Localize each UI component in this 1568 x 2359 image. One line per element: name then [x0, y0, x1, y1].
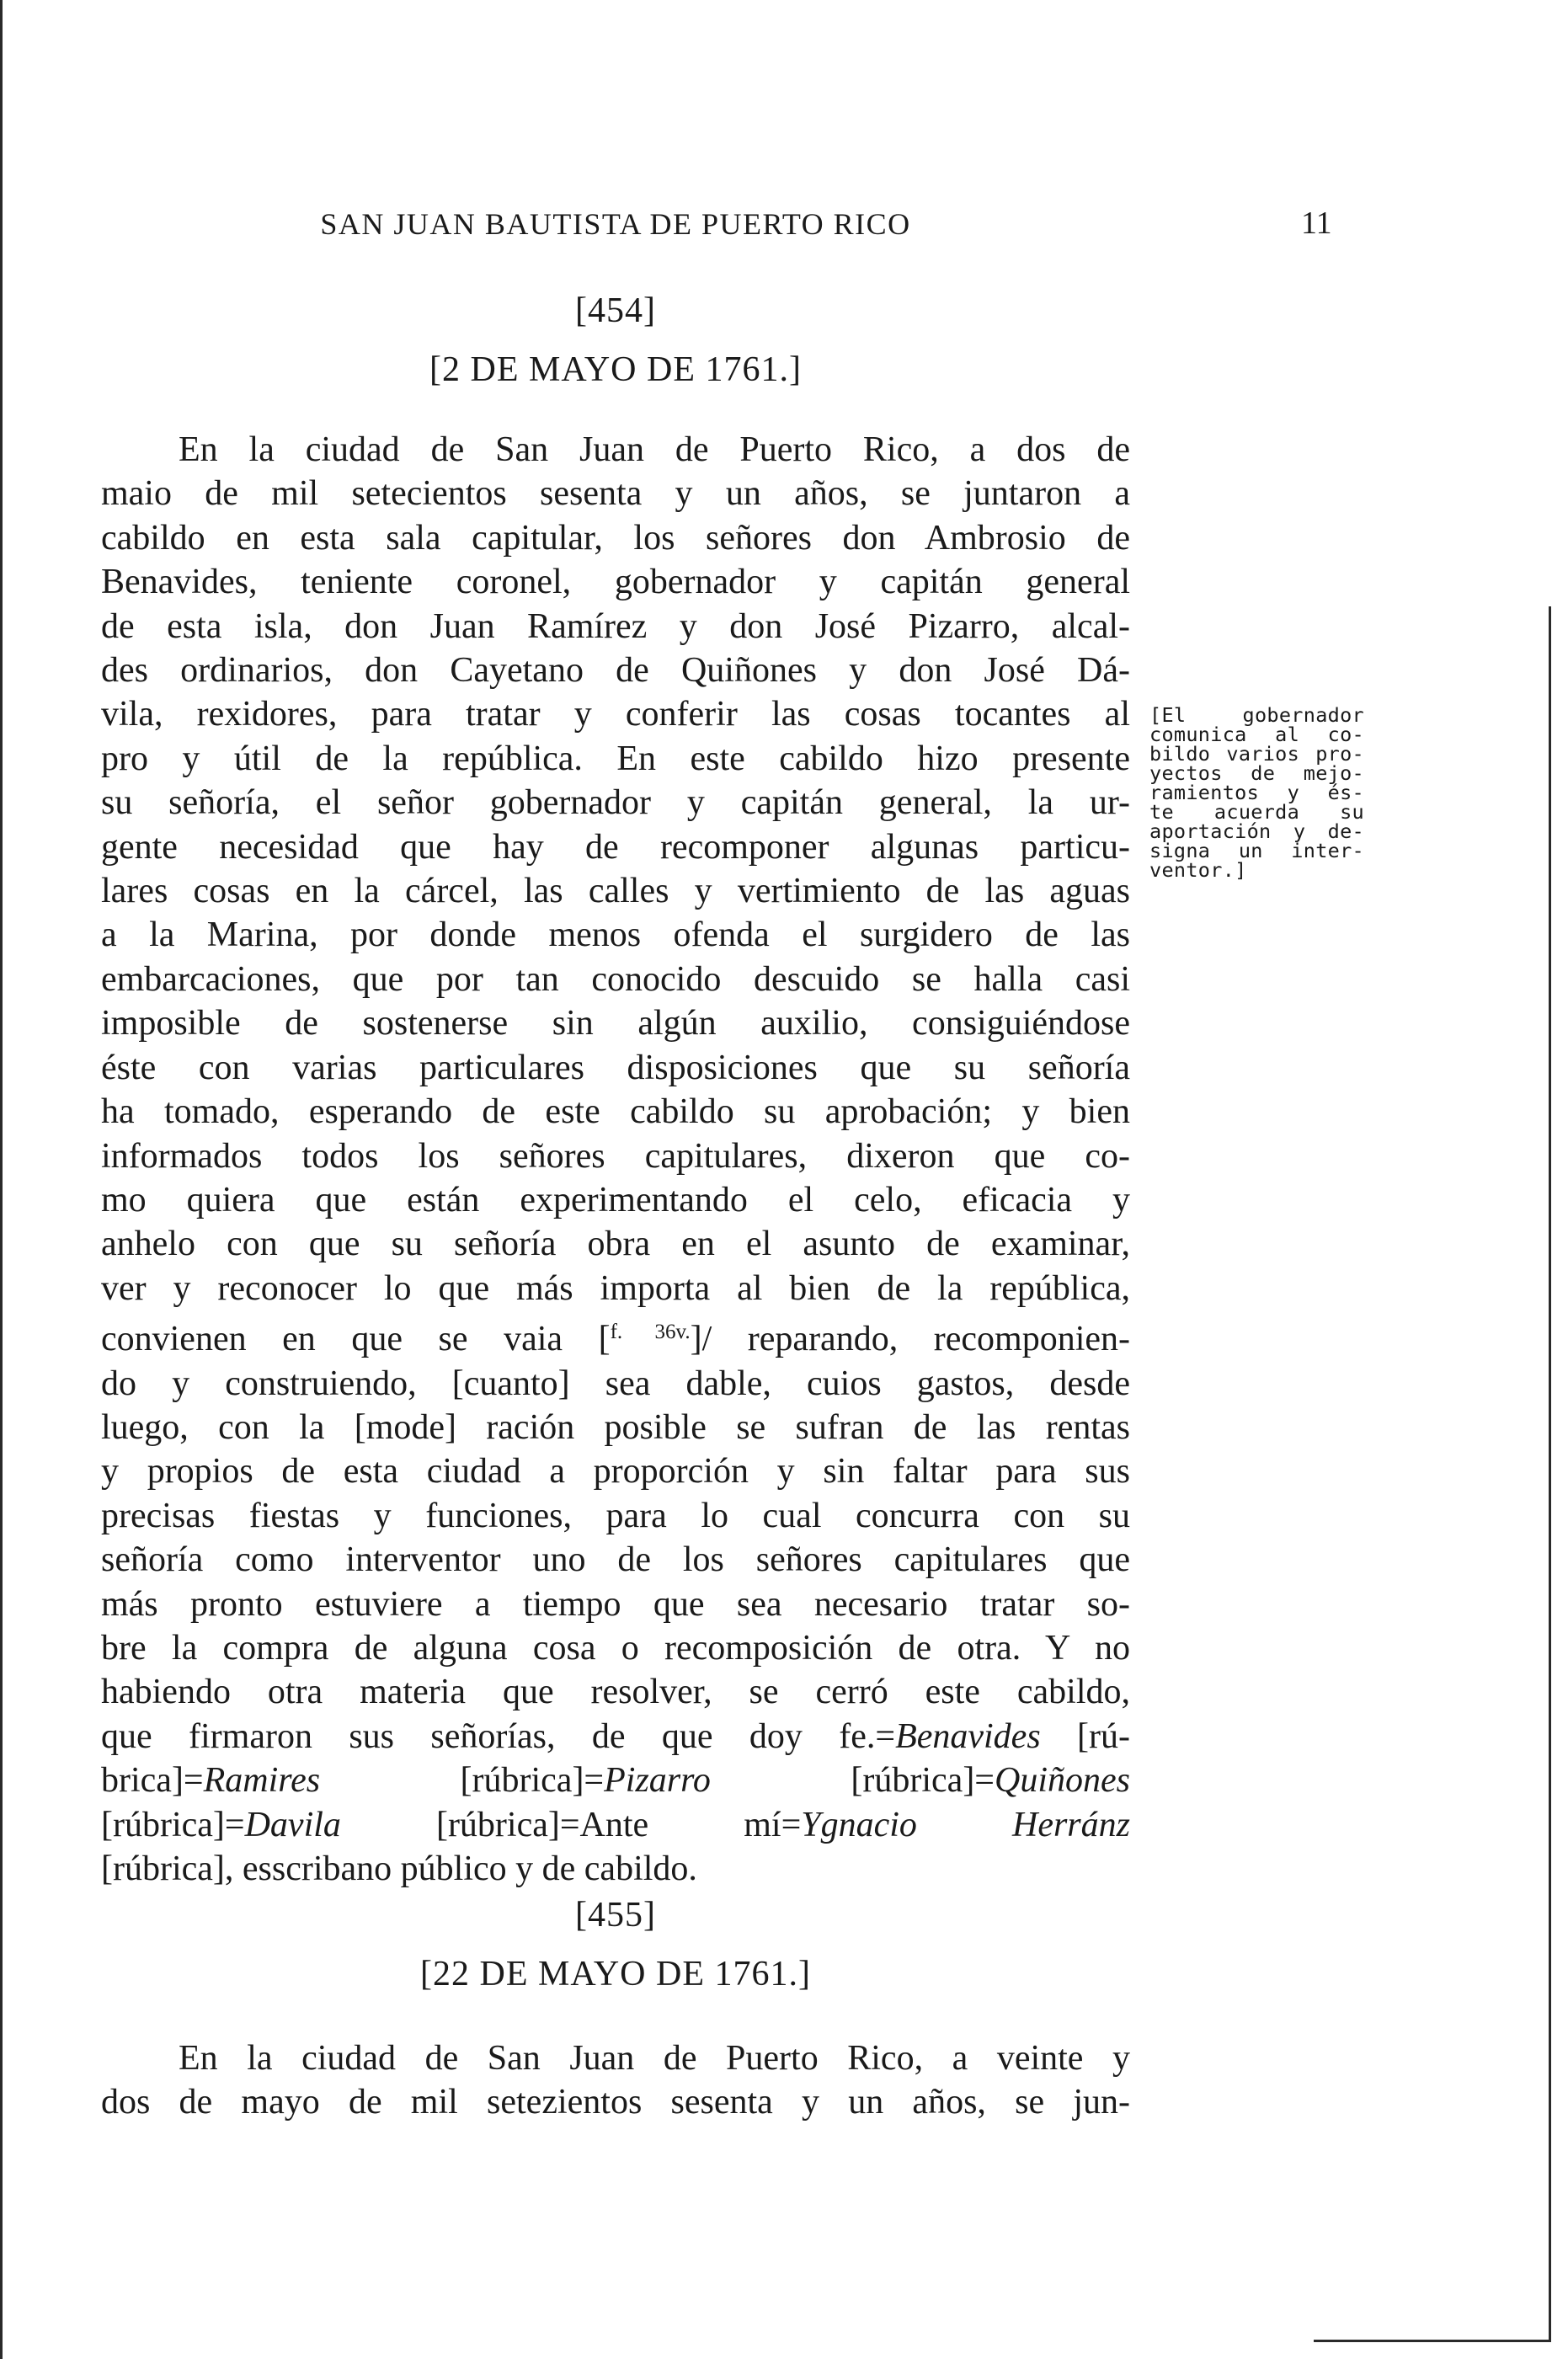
- text-line: su señoría, el señor gobernador y capitán general, la ur-: [101, 783, 1130, 823]
- text-line: luego, con la [mode] ración posible se sufran de las rentas: [101, 1407, 1130, 1447]
- text-line: Benavides, teniente coronel, gobernador y capitán general: [101, 563, 1130, 602]
- text-line: En la ciudad de San Juan de Puerto Rico, a dos de: [179, 430, 1130, 469]
- entry-body: [101, 428, 1130, 1891]
- text-line: vila, rexidores, para tratar y conferir las cosas tocantes al: [101, 695, 1130, 734]
- text-line: a la Marina, por donde menos ofenda el surgidero de las: [101, 915, 1130, 955]
- text-line: ver y reconocer lo que más importa al bien de la república,: [101, 1268, 1130, 1308]
- text-fragment: ]/ reparando, recomponien-: [690, 1320, 1130, 1359]
- text-line: de esta isla, don Juan Ramírez y don José Pizarro, alcal-: [101, 606, 1130, 646]
- folio-marker: f. 36v.: [610, 1321, 691, 1344]
- page-edge-bottom: [1314, 2340, 1551, 2342]
- text-line: gente necesidad que hay de recomponer algunas particu-: [101, 827, 1130, 867]
- text-line: cabildo en esta sala capitular, los señores don Ambrosio de: [101, 518, 1130, 558]
- entry-date: [2 DE MAYO DE 1761.]: [429, 350, 802, 389]
- running-head: SAN JUAN BAUTISTA DE PUERTO RICO: [320, 207, 911, 241]
- text-line: más pronto estuviere a tiempo que sea necesario tratar so-: [101, 1584, 1130, 1624]
- text-fragment: [rú-: [1040, 1716, 1130, 1756]
- text-line: des ordinarios, don Cayetano de Quiñones y don José Dá-: [101, 651, 1130, 691]
- margin-note-line: bildo varios pro-: [1149, 742, 1364, 766]
- text-line: habiendo otra materia que resolver, se cerró este cabildo,: [101, 1673, 1130, 1712]
- margin-note-line: ventor.]: [1149, 858, 1247, 882]
- entry-body: [101, 2036, 1130, 2125]
- text-line: informados todos los señores capitulares, dixeron que co-: [101, 1136, 1130, 1176]
- text-line: [rúbrica], esscribano público y de cabildo.: [101, 1849, 697, 1888]
- text-line: precisas fiestas y funciones, para lo cual concurra con su: [101, 1496, 1130, 1535]
- text-fragment: [rúbrica]=: [320, 1761, 605, 1801]
- text-line-folio: [101, 1310, 1130, 1361]
- text-line: maio de mil setecientos sesenta y un años, se juntaron a: [101, 474, 1130, 514]
- page-edge-right: [1549, 606, 1551, 2341]
- margin-note-line: [El gobernador: [1149, 703, 1364, 727]
- entry-date: [22 DE MAYO DE 1761.]: [420, 1955, 811, 1993]
- text-fragment: convienen en que se vaia [: [101, 1320, 611, 1359]
- text-line: bre la compra de alguna cosa o recomposición de otra. Y no: [101, 1628, 1130, 1668]
- margin-note-line: te acuerda su: [1149, 800, 1364, 824]
- text-line: imposible de sostenerse sin algún auxilio, consiguiéndose: [101, 1004, 1130, 1043]
- signature-herranz: Ygnacio Herránz: [801, 1805, 1130, 1844]
- text-line: y propios de esta ciudad a proporción y sin faltar para sus: [101, 1452, 1130, 1492]
- page-number: 11: [1301, 205, 1332, 241]
- margin-note-line: ramientos y és-: [1149, 781, 1364, 804]
- margin-note-line: comunica al co-: [1149, 723, 1364, 746]
- signature-davila: Davila: [244, 1805, 341, 1844]
- text-line-signatures: [101, 1715, 1130, 1759]
- entry-number: [455]: [575, 1896, 656, 1935]
- text-line: éste con varias particulares disposiciones que su señoría: [101, 1048, 1130, 1087]
- text-fragment: que firmaron sus señorías, de que doy fe.=: [101, 1716, 896, 1756]
- signature-ramires: Ramires: [203, 1761, 321, 1801]
- margin-note-line: signa un inter-: [1149, 839, 1364, 862]
- page-edge-left: [0, 0, 3, 2359]
- text-line: embarcaciones, que por tan conocido descuido se halla casi: [101, 959, 1130, 999]
- text-line: pro y útil de la república. En este cabildo hizo presente: [101, 739, 1130, 778]
- text-line: señoría como interventor uno de los señores capitulares que: [101, 1540, 1130, 1580]
- signature-pizarro: Pizarro: [604, 1761, 711, 1801]
- text-fragment: [rúbrica]=Ante mí=: [340, 1805, 802, 1844]
- text-line-signatures: [101, 1759, 1130, 1802]
- text-line: ha tomado, esperando de este cabildo su aprobación; y bien: [101, 1092, 1130, 1132]
- text-fragment: brica]=: [101, 1761, 204, 1801]
- text-fragment: [rúbrica]=: [710, 1761, 995, 1801]
- text-line: mo quiera que están experimentando el celo, eficacia y: [101, 1180, 1130, 1220]
- text-line: anhelo con que su señoría obra en el asunto de examinar,: [101, 1225, 1130, 1264]
- signature-benavides: Benavides: [895, 1716, 1041, 1756]
- text-line-signatures: [101, 1803, 1130, 1847]
- entry-number: [454]: [575, 291, 656, 330]
- margin-note: [1149, 703, 1364, 882]
- text-line: lares cosas en la cárcel, las calles y vertimiento de las aguas: [101, 872, 1130, 911]
- margin-note-line: yectos de mejo-: [1149, 761, 1364, 785]
- text-line: dos de mayo de mil setezientos sesenta y un años, se jun-: [101, 2083, 1130, 2122]
- text-line: En la ciudad de San Juan de Puerto Rico, a veinte y: [179, 2039, 1130, 2078]
- text-line: do y construiendo, [cuanto] sea dable, cuios gastos, desde: [101, 1364, 1130, 1403]
- signature-quinones: Quiñones: [995, 1761, 1130, 1801]
- text-fragment: [rúbrica]=: [101, 1805, 245, 1844]
- margin-note-line: aportación y de-: [1149, 819, 1364, 843]
